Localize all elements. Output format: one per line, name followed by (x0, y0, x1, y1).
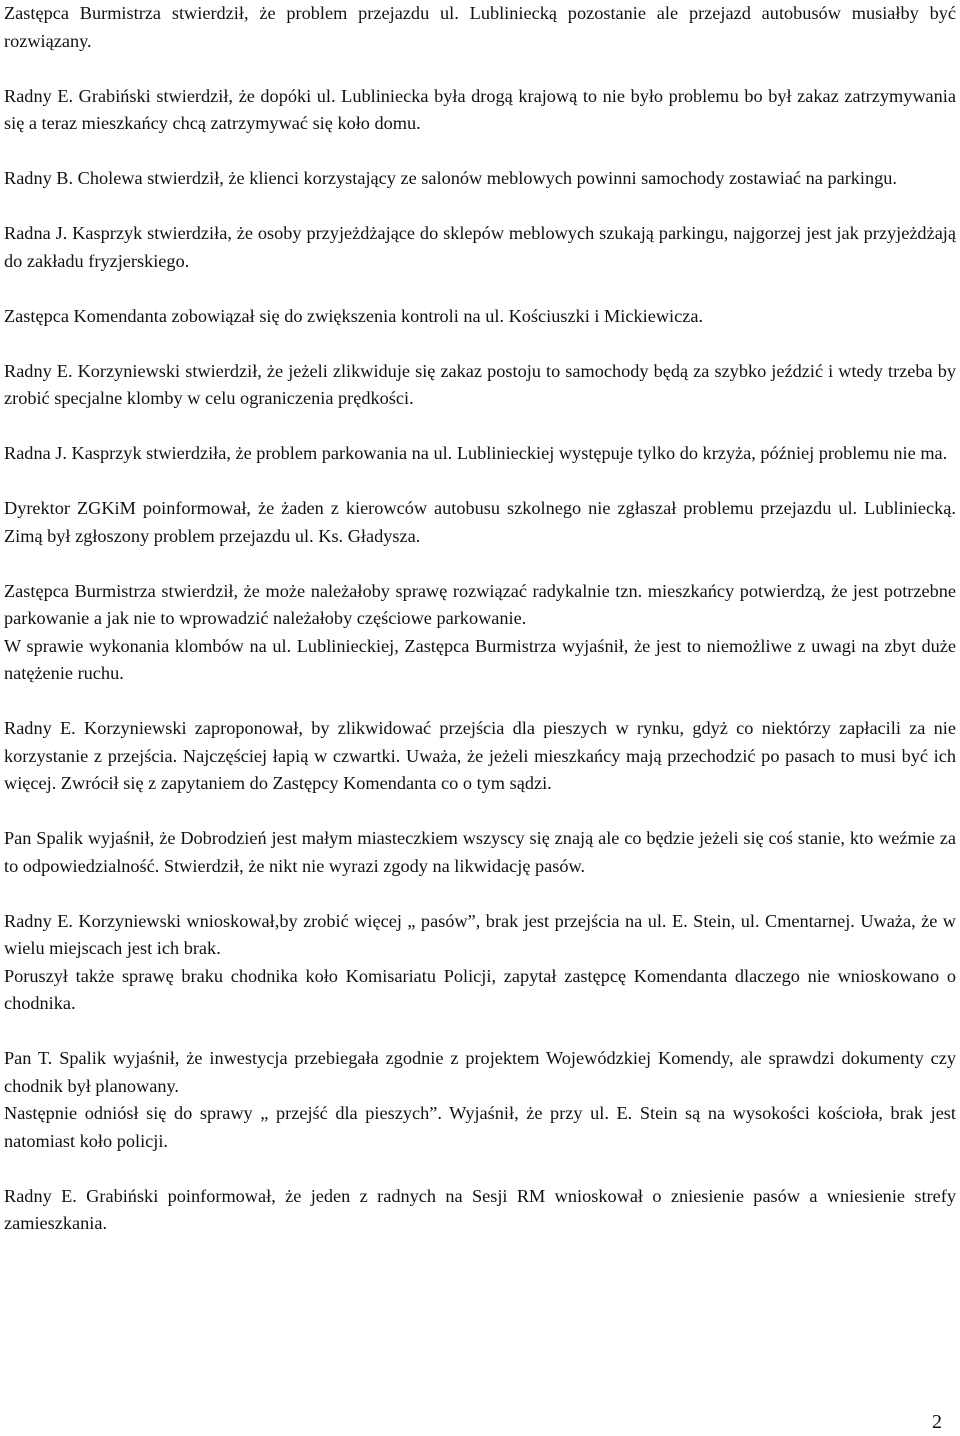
paragraph: Radna J. Kasprzyk stwierdziła, że problem parkowania na ul. Lublinieckiej występuje tylko do krzyża, później problemu nie ma. (4, 443, 948, 463)
paragraph: W sprawie wykonania klombów na ul. Lublinieckiej, Zastępca Burmistrza wyjaśnił, że jest to niemożliwe z uwagi na zbyt duże natężenie ruchu. (4, 635, 956, 683)
paragraph: Dyrektor ZGKiM poinformował, że żaden z kierowców autobusu szkolnego nie zgłaszał problemu przejazdu ul. Lubliniecką. Zimą był zgłoszony problem przejazdu ul. Ks. Gładysza. (4, 498, 956, 546)
paragraph: Radny E. Korzyniewski stwierdził, że jeżeli zlikwiduje się zakaz postoju to samochody będą za szybko jeździć i wtedy trzeba by zrobić specjalne klomby w celu ograniczenia prędkości. (4, 360, 956, 408)
page-number: 2 (932, 1411, 942, 1433)
paragraph: Pan Spalik wyjaśnił, że Dobrodzień jest małym miasteczkiem wszyscy się znają ale co będzie jeżeli się coś stanie, kto weźmie za to odpowiedzialność. Stwierdził, że nikt nie wyrazi zgody na likwidację pasów. (4, 828, 956, 876)
paragraph: Zastępca Burmistrza stwierdził, że może należałoby sprawę rozwiązać radykalnie tzn. mieszkańcy potwierdzą, że jest potrzebne parkowanie a jak nie to wprowadzić należałoby częściowe parkowanie. (4, 580, 956, 628)
paragraph: Radna J. Kasprzyk stwierdziła, że osoby przyjeżdżające do sklepów meblowych szukają parkingu, najgorzej jest jak przyjeżdżają do zakładu fryzjerskiego. (4, 223, 956, 271)
paragraph: Radny E. Grabiński stwierdził, że dopóki ul. Lubliniecka była drogą krajową to nie było problemu bo był zakaz zatrzymywania się a teraz mieszkańcy chcą zatrzymywać się koło domu. (4, 85, 956, 133)
paragraph: Pan T. Spalik wyjaśnił, że inwestycja przebiegała zgodnie z projektem Wojewódzkiej Komendy, ale sprawdzi dokumenty czy chodnik był planowany. (4, 1048, 956, 1096)
paragraph: Radny B. Cholewa stwierdził, że klienci korzystający ze salonów meblowych powinni samochody zostawiać na parkingu. (4, 168, 897, 188)
paragraph: Radny E. Korzyniewski wnioskował,by zrobić więcej „ pasów”, brak jest przejścia na ul. E. Stein, ul. Cmentarnej. Uważa, że w wielu miejscach jest ich brak. (4, 910, 956, 958)
paragraph: Następnie odniósł się do sprawy „ przejść dla pieszych”. Wyjaśnił, że przy ul. E. Stein są na wysokości kościoła, brak jest natomiast koło policji. (4, 1103, 956, 1151)
paragraph: Radny E. Grabiński poinformował, że jeden z radnych na Sesji RM wnioskował o zniesienie pasów a wniesienie strefy zamieszkania. (4, 1185, 956, 1233)
document-page (4, 0, 956, 1238)
paragraph: Poruszył także sprawę braku chodnika koło Komisariatu Policji, zapytał zastępcę Komendanta dlaczego nie wnioskowano o chodnika. (4, 965, 956, 1013)
paragraph: Radny E. Korzyniewski zaproponował, by zlikwidować przejścia dla pieszych w rynku, gdyż co niektórzy zapłacili za nie korzystanie z przejścia. Najczęściej łapią w czwartki. Uważa, że jeżeli mieszkańcy mają przechodzić po pasach to musi być ich więcej. Zwrócił się z zapytaniem do Zastępcy Komendanta co o tym sądzi. (4, 718, 956, 793)
paragraph: Zastępca Burmistrza stwierdził, że problem przejazdu ul. Lubliniecką pozostanie ale przejazd autobusów musiałby być rozwiązany. (4, 3, 956, 51)
paragraph: Zastępca Komendanta zobowiązał się do zwiększenia kontroli na ul. Kościuszki i Mickiewicza. (4, 305, 704, 326)
